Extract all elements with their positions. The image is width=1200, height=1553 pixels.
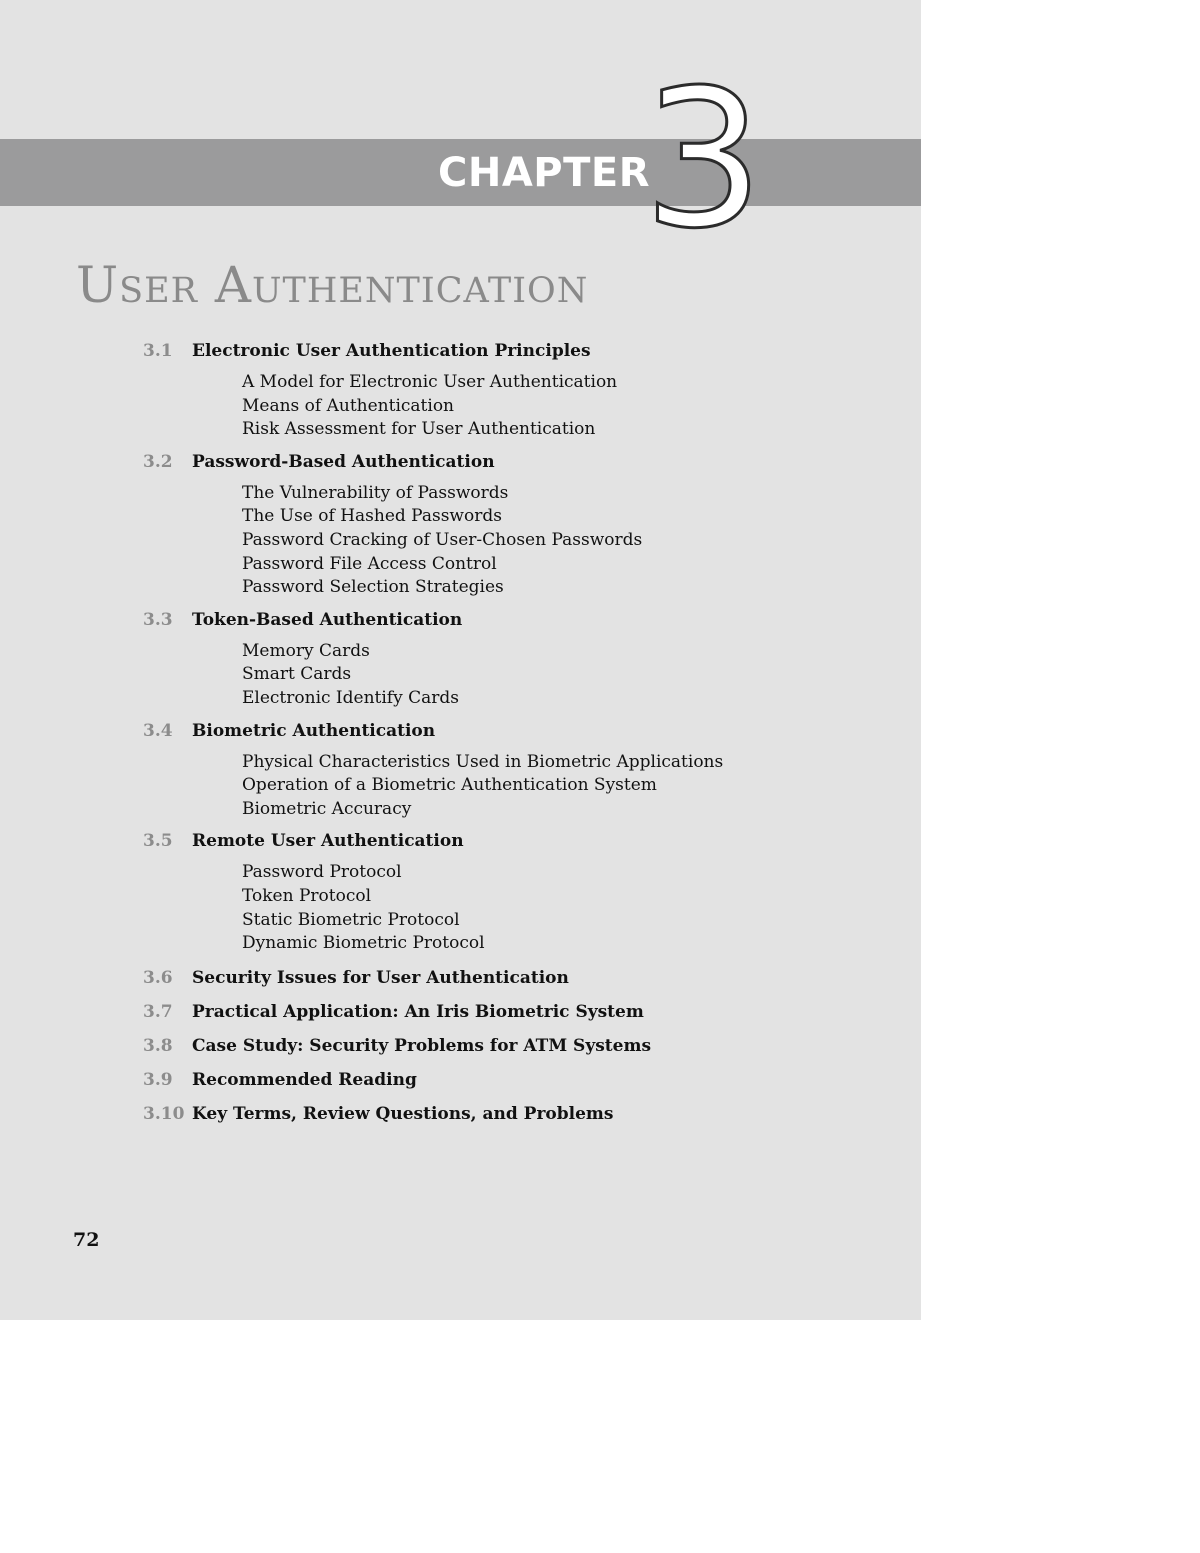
toc-section bbox=[143, 1029, 903, 1063]
section-title: Biometric Authentication bbox=[192, 720, 436, 741]
subsection-item[interactable]: Password Selection Strategies bbox=[242, 577, 504, 598]
section-number: 3.6 bbox=[143, 967, 173, 988]
toc-section bbox=[143, 605, 903, 711]
toc-section bbox=[143, 336, 903, 442]
section-title: Security Issues for User Authentication bbox=[192, 967, 569, 988]
toc-section bbox=[143, 447, 903, 600]
toc-section bbox=[143, 1063, 903, 1097]
table-of-contents bbox=[143, 336, 903, 1131]
subsection-item[interactable]: Means of Authentication bbox=[242, 395, 455, 416]
subsection-item[interactable]: Password Protocol bbox=[242, 862, 402, 883]
section-title: Password-Based Authentication bbox=[192, 451, 495, 472]
subsection-list bbox=[242, 371, 903, 442]
section-row[interactable] bbox=[143, 605, 903, 635]
subsection-list bbox=[242, 751, 903, 822]
section-number: 3.9 bbox=[143, 1069, 173, 1090]
subsection-item[interactable]: The Use of Hashed Passwords bbox=[242, 506, 502, 527]
subsection-item[interactable]: Operation of a Biometric Authentication System bbox=[242, 775, 657, 796]
section-number: 3.8 bbox=[143, 1035, 173, 1056]
section-title: Recommended Reading bbox=[192, 1069, 417, 1090]
section-row[interactable] bbox=[143, 1029, 903, 1063]
section-title: Case Study: Security Problems for ATM Systems bbox=[192, 1035, 652, 1056]
section-title: Practical Application: An Iris Biometric System bbox=[192, 1001, 644, 1022]
section-row[interactable] bbox=[143, 336, 903, 366]
subsection-item[interactable]: Risk Assessment for User Authentication bbox=[242, 419, 596, 440]
section-number: 3.1 bbox=[143, 341, 173, 361]
subsection-item[interactable]: Memory Cards bbox=[242, 640, 370, 661]
page-number: 72 bbox=[73, 1229, 100, 1251]
toc-section bbox=[143, 716, 903, 822]
subsection-list bbox=[242, 861, 903, 955]
toc-section bbox=[143, 1097, 903, 1131]
section-number: 3.10 bbox=[143, 1103, 185, 1124]
section-row[interactable] bbox=[143, 995, 903, 1029]
subsection-list bbox=[242, 640, 903, 711]
section-row[interactable] bbox=[143, 1063, 903, 1097]
section-title: Key Terms, Review Questions, and Problems bbox=[192, 1103, 614, 1124]
subsection-item[interactable]: Password Cracking of User-Chosen Passwords bbox=[242, 529, 643, 550]
section-number: 3.4 bbox=[143, 720, 173, 741]
section-number: 3.5 bbox=[143, 831, 173, 852]
chapter-title: User Authentication bbox=[76, 256, 589, 314]
section-row[interactable] bbox=[143, 826, 903, 856]
subsection-item[interactable]: Physical Characteristics Used in Biometric Applications bbox=[242, 751, 724, 772]
toc-section bbox=[143, 995, 903, 1029]
subsection-item[interactable]: A Model for Electronic User Authentication bbox=[242, 372, 618, 392]
section-row[interactable] bbox=[143, 1097, 903, 1131]
section-row[interactable] bbox=[143, 716, 903, 746]
section-row[interactable] bbox=[143, 447, 903, 477]
section-title: Remote User Authentication bbox=[192, 831, 464, 852]
subsection-item[interactable]: Electronic Identify Cards bbox=[242, 687, 459, 708]
subsection-item[interactable]: Smart Cards bbox=[242, 664, 352, 685]
subsection-item[interactable]: Static Biometric Protocol bbox=[242, 909, 460, 930]
subsection-item[interactable]: Biometric Accuracy bbox=[242, 798, 412, 819]
toc-section bbox=[143, 826, 903, 955]
chapter-number: 3 bbox=[643, 49, 764, 270]
subsection-item[interactable]: Password File Access Control bbox=[242, 553, 497, 574]
section-number: 3.7 bbox=[143, 1001, 173, 1022]
subsection-item[interactable]: Dynamic Biometric Protocol bbox=[242, 933, 485, 954]
section-number: 3.2 bbox=[143, 451, 173, 472]
section-title: Electronic User Authentication Principles bbox=[192, 341, 591, 361]
subsection-item[interactable]: Token Protocol bbox=[242, 885, 372, 906]
section-row[interactable] bbox=[143, 961, 903, 995]
section-title: Token-Based Authentication bbox=[192, 609, 463, 630]
subsection-list bbox=[242, 482, 903, 600]
chapter-label: CHAPTER bbox=[438, 150, 651, 196]
subsection-item[interactable]: The Vulnerability of Passwords bbox=[242, 482, 509, 503]
section-number: 3.3 bbox=[143, 609, 173, 630]
toc-section bbox=[143, 961, 903, 995]
